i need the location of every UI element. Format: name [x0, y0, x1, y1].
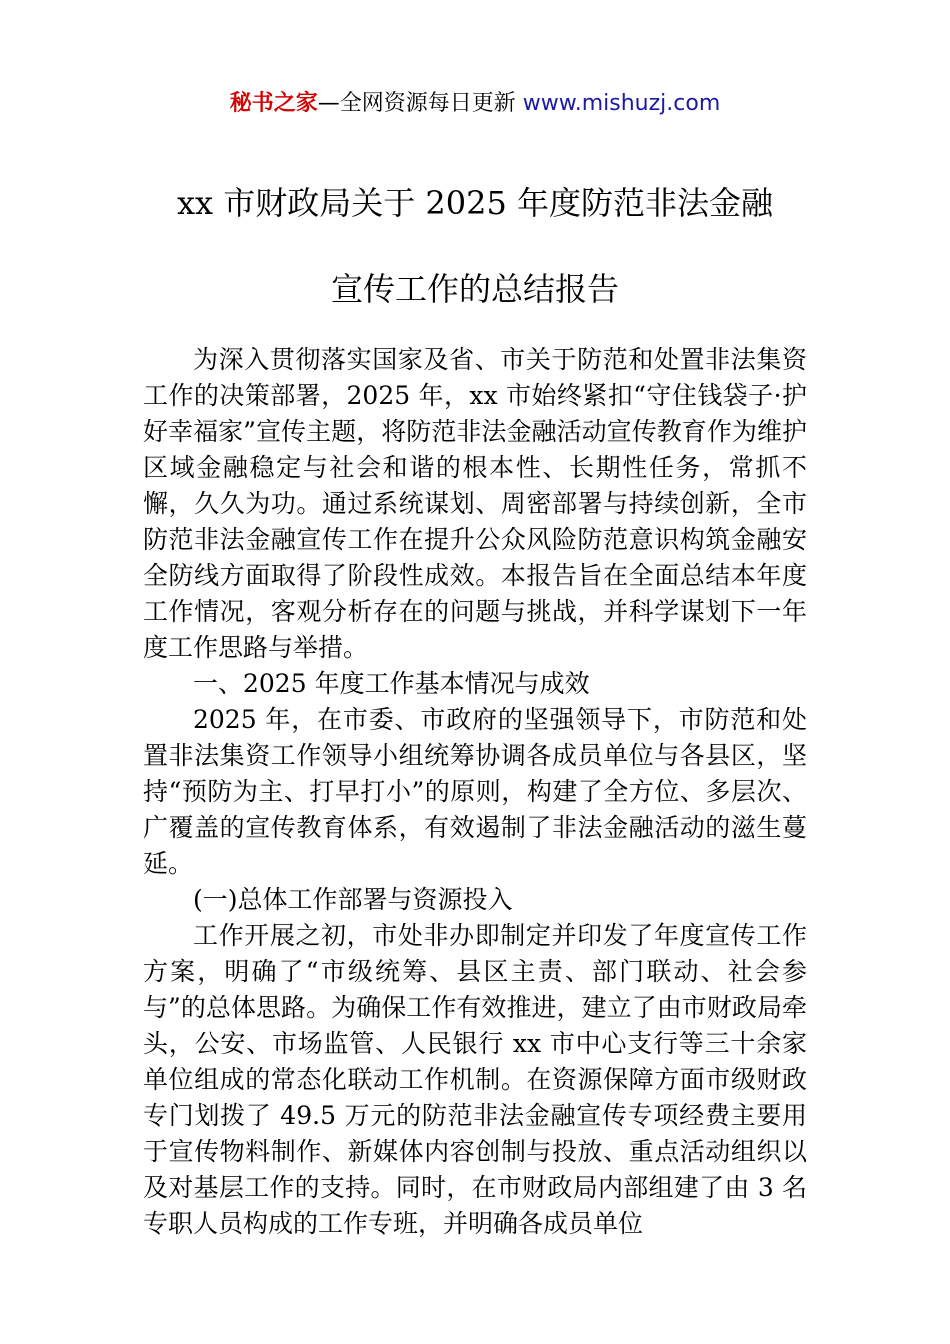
site-header [0, 88, 950, 120]
section-heading-1: 一、2025 年度工作基本情况与成效 [193, 669, 590, 698]
document-title-line-2: 宣传工作的总结报告 [330, 270, 619, 308]
site-tagline: —全网资源每日更新 [317, 91, 523, 116]
site-url-link[interactable]: www.mishuzj.com [522, 91, 721, 116]
document-title [60, 160, 890, 332]
body-paragraph-section-1: 2025 年，在市委、市政府的坚强领导下，市防范和处置非法集资工作领导小组统筹协调各成员单位与各县区，坚持“预防为主、打早打小”的原则，构建了全方位、多层次、广覆盖的宣传教育体系，有效遏制了非法金融活动的滋生蔓延。 [143, 705, 807, 878]
body-paragraph-subsection-1: 工作开展之初，市处非办即制定并印发了年度宣传工作方案，明确了“市级统筹、县区主责、部门联动、社会参与”的总体思路。为确保工作有效推进，建立了由市财政局牵头，公安、市场监管、人民银行 xx 市中心支行等三十余家单位组成的常态化联动工作机制。在资源保障方面市级财政专门划拨了 49.5 万元的防范非法金融宣传专项经费主要用于宣传物料制作、新媒体内容创制与投放、重点活动组织以及对基层工作的支持。同时，在市财政局内部组建了由 3 名专职人员构成的工作专班，并明确各成员单位 [143, 921, 807, 1238]
site-brand: 秘书之家 [229, 91, 318, 116]
document-body [143, 342, 807, 1242]
subsection-heading-1: (一)总体工作部署与资源投入 [193, 885, 513, 914]
body-paragraph-intro: 为深入贯彻落实国家及省、市关于防范和处置非法集资工作的决策部署，2025 年，xx 市始终紧扣“守住钱袋子·护好幸福家”宣传主题，将防范非法金融活动宣传教育作为维护区域金融稳定与社会和谐的根本性、长期性任务，常抓不懈，久久为功。通过系统谋划、周密部署与持续创新，全市防范非法金融宣传工作在提升公众风险防范意识构筑金融安全防线方面取得了阶段性成效。本报告旨在全面总结本年度工作情况，客观分析存在的问题与挑战，并科学谋划下一年度工作思路与举措。 [143, 345, 807, 662]
document-title-line-1: xx 市财政局关于 2025 年度防范非法金融 [176, 184, 774, 222]
